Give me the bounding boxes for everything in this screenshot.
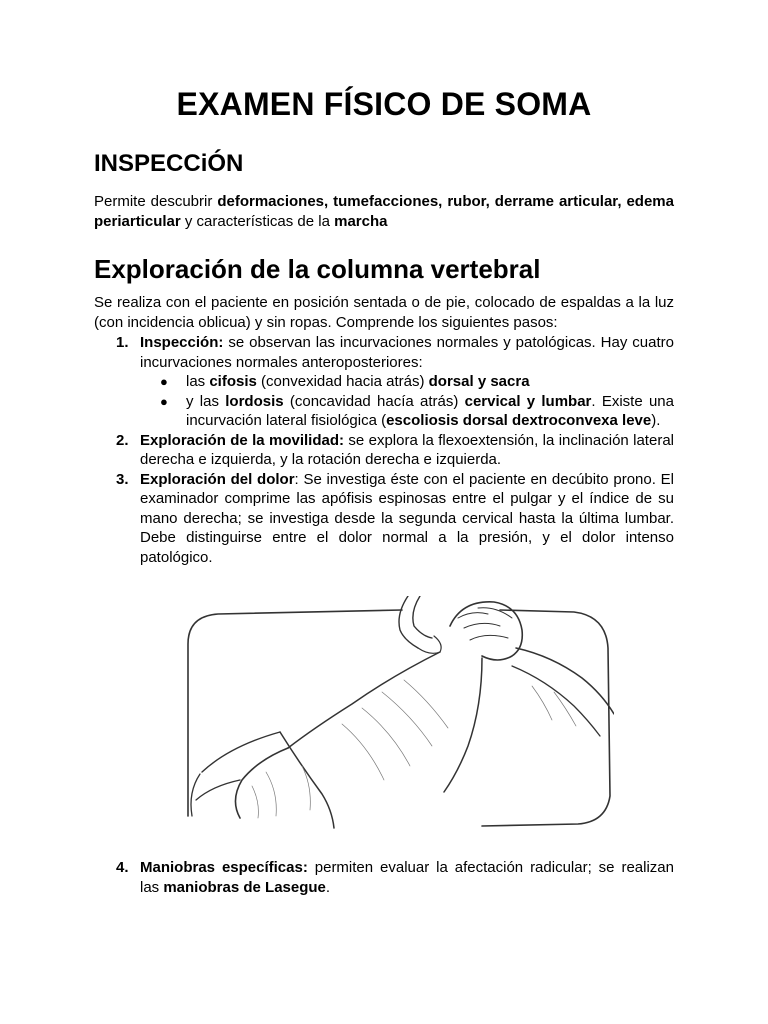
steps-list	[94, 333, 674, 567]
spine-exploration-heading: Exploración de la columna vertebral	[94, 254, 541, 284]
item-text: .	[325, 878, 331, 896]
bold-run: maniobras de Lasegue	[163, 878, 326, 896]
text-run: (convexidad hacia atrás)	[256, 373, 429, 390]
item-label: Maniobras específicas:	[140, 859, 308, 876]
inspection-heading: INSPECCiÓN	[94, 150, 244, 177]
text-run: . Existe una incurvación lateral fisiológica (	[186, 392, 674, 429]
bold-run: cifosis	[209, 373, 257, 390]
bold-run: deformaciones, tumefacciones, rubor, derrame articular, edema periarticular	[94, 193, 674, 230]
item-label: Exploración de la movilidad:	[140, 431, 345, 449]
list-number: 3.	[116, 470, 129, 488]
list-number: 1.	[116, 334, 129, 351]
bullet-icon: ●	[160, 393, 168, 409]
spine-palpation-illustration	[182, 596, 614, 830]
text-run: Permite descubrir	[94, 193, 218, 210]
list-item	[94, 431, 674, 470]
list-item	[94, 470, 674, 568]
bullet-item	[140, 372, 674, 392]
list-number: 2.	[116, 431, 129, 449]
text-run: (concavidad hacía atrás)	[283, 392, 465, 410]
item-text: permiten evaluar la afectación radicular; se realizan las	[140, 859, 674, 896]
bold-run: cervical y lumbar	[464, 392, 592, 410]
list-number: 4.	[116, 859, 129, 876]
item-label: Exploración del dolor	[140, 470, 295, 488]
spine-intro-paragraph: Se realiza con el paciente en posición sentada o de pie, colocado de espaldas a la luz (con incidencia oblicua) y sin ropas. Comprende los siguientes pasos:	[94, 294, 674, 331]
text-run: las	[186, 373, 210, 390]
bold-run: marcha	[334, 213, 388, 230]
bullet-item	[140, 392, 674, 431]
bold-run: escoliosis dorsal dextroconvexa leve	[386, 412, 652, 429]
steps-list-continued	[94, 858, 674, 897]
list-item	[94, 333, 674, 431]
item-text: : Se investiga éste con el paciente en decúbito prono. El examinador comprime las apófisis espinosas entre el pulgar y el índice de su mano derecha; se investiga desde la segunda cervical hasta la última lumbar. Debe distinguirse entre el dolor normal a la presión, y el dolor intenso patológico.	[140, 470, 674, 566]
item-text: se explora la flexoextensión, la inclinación lateral derecha e izquierda, y la rotación derecha e izquierda.	[140, 431, 674, 468]
bullet-list	[140, 372, 674, 431]
text-run: ).	[651, 412, 661, 429]
text-run: y características de la	[180, 213, 335, 230]
item-text: se observan las incurvaciones normales y patológicas. Hay cuatro incurvaciones normales anteroposteriores:	[140, 334, 674, 371]
bold-run: dorsal y sacra	[428, 373, 530, 390]
bold-run: lordosis	[225, 392, 284, 410]
document-title: EXAMEN FÍSICO DE SOMA	[176, 86, 592, 122]
inspection-paragraph	[94, 192, 674, 232]
list-item	[94, 858, 674, 897]
bullet-icon: ●	[160, 374, 168, 389]
text-run: y las	[186, 392, 226, 410]
item-label: Inspección:	[140, 334, 224, 351]
